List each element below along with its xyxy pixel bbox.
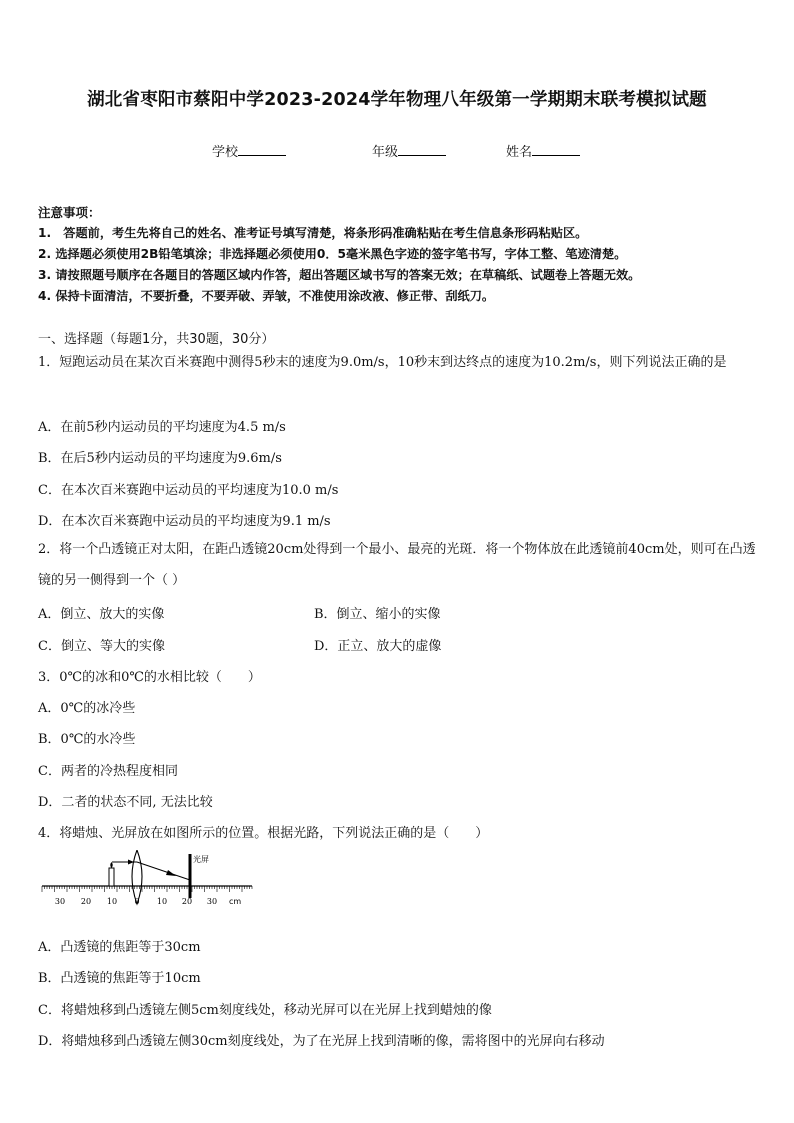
q4-option-c[interactable]: C．将蜡烛移到凸透镜左侧5cm刻度线处，移动光屏可以在光屏上找到蜡烛的像 xyxy=(38,1003,492,1018)
school-blank[interactable] xyxy=(238,143,286,156)
notice-item: 4. 保持卡面清洁，不要折叠，不要弄破、弄皱，不准使用涂改液、修正带、刮纸刀。 xyxy=(38,289,495,303)
flame-icon xyxy=(110,862,113,868)
tick-label: 10 xyxy=(156,897,168,906)
question-2-stem: 2．将一个凸透镜正对太阳，在距凸透镜20cm处得到一个最小、最亮的光斑．将一个物体放在此透镜前40cm处，则可在凸透镜的另一侧得到一个（ ） xyxy=(38,542,756,588)
grade-field xyxy=(372,141,446,160)
q4-option-b[interactable]: B．凸透镜的焦距等于10cm xyxy=(38,971,201,986)
notice-item: 2. 选择题必须使用2B铅笔填涂；非选择题必须使用0．5毫米黑色字迹的签字笔书写，字体工整、笔迹清楚。 xyxy=(38,247,627,261)
q3-option-a[interactable]: A．0℃的冰冷些 xyxy=(38,701,136,716)
unit-label: cm xyxy=(229,897,242,906)
tick-label: 30 xyxy=(206,897,218,906)
notice-item: 3. 请按照题号顺序在各题目的答题区域内作答，超出答题区域书写的答案无效；在草稿纸、试题卷上答题无效。 xyxy=(38,268,641,282)
q4-option-a[interactable]: A．凸透镜的焦距等于30cm xyxy=(38,940,201,955)
q2-option-a[interactable]: A．倒立、放大的实像 xyxy=(38,607,165,622)
q2-option-b[interactable]: B．倒立、缩小的实像 xyxy=(314,607,441,622)
q2-option-d[interactable]: D．正立、放大的虚像 xyxy=(314,639,442,654)
notice-item: 1. 答题前，考生先将自己的姓名、准考证号填写清楚，将条形码准确粘贴在考生信息条形码粘贴区。 xyxy=(38,226,588,240)
name-field xyxy=(506,141,580,160)
q1-option-b[interactable]: B．在后5秒内运动员的平均速度为9.6m/s xyxy=(38,451,282,466)
q4-option-d[interactable]: D．将蜡烛移到凸透镜左侧30cm刻度线处，为了在光屏上找到清晰的像，需将图中的光屏向右移动 xyxy=(38,1034,605,1049)
ruler-ticks xyxy=(42,886,252,892)
ray-line xyxy=(137,862,190,880)
candle-shape xyxy=(109,868,114,886)
tick-label: 30 xyxy=(54,897,66,906)
school-label: 学校 xyxy=(212,145,239,160)
q3-option-c[interactable]: C．两者的冷热程度相同 xyxy=(38,764,178,779)
optical-bench-figure xyxy=(40,850,260,916)
name-blank[interactable] xyxy=(532,143,580,156)
tick-label: 0 xyxy=(134,897,140,906)
screen-label: 光屏 xyxy=(193,855,209,864)
ray-arrow-icon xyxy=(166,870,176,876)
grade-blank[interactable] xyxy=(398,143,446,156)
optical-bench-diagram xyxy=(40,850,260,912)
question-4-stem: 4．将蜡烛、光屏放在如图所示的位置。根据光路，下列说法正确的是（ ） xyxy=(38,826,489,841)
q1-option-a[interactable]: A．在前5秒内运动员的平均速度为4.5 m/s xyxy=(38,420,286,435)
question-1-stem: 1．短跑运动员在某次百米赛跑中测得5秒末的速度为9.0m/s，10秒末到达终点的速度为10.2m/s，则下列说法正确的是 xyxy=(38,355,727,370)
question-3-stem: 3．0℃的冰和0℃的水相比较（ ） xyxy=(38,670,261,685)
section-heading: 一、选择题（每题1分，共30题，30分） xyxy=(38,332,275,347)
q1-option-c[interactable]: C．在本次百米赛跑中运动员的平均速度为10.0 m/s xyxy=(38,483,339,498)
notice-heading: 注意事项： xyxy=(38,205,101,220)
name-label: 姓名 xyxy=(506,145,533,160)
q2-option-c[interactable]: C．倒立、等大的实像 xyxy=(38,639,165,654)
page-title: 湖北省枣阳市蔡阳中学2023-2024学年物理八年级第一学期期末联考模拟试题 xyxy=(87,90,707,110)
tick-label: 20 xyxy=(80,897,92,906)
tick-label: 10 xyxy=(106,897,118,906)
tick-label: 20 xyxy=(181,897,193,906)
convex-lens-shape xyxy=(132,850,142,904)
q3-option-d[interactable]: D．二者的状态不同, 无法比较 xyxy=(38,795,213,810)
school-field xyxy=(212,141,286,160)
grade-label: 年级 xyxy=(372,145,399,160)
q1-option-d[interactable]: D．在本次百米赛跑中运动员的平均速度为9.1 m/s xyxy=(38,514,331,529)
q3-option-b[interactable]: B．0℃的水冷些 xyxy=(38,732,136,747)
